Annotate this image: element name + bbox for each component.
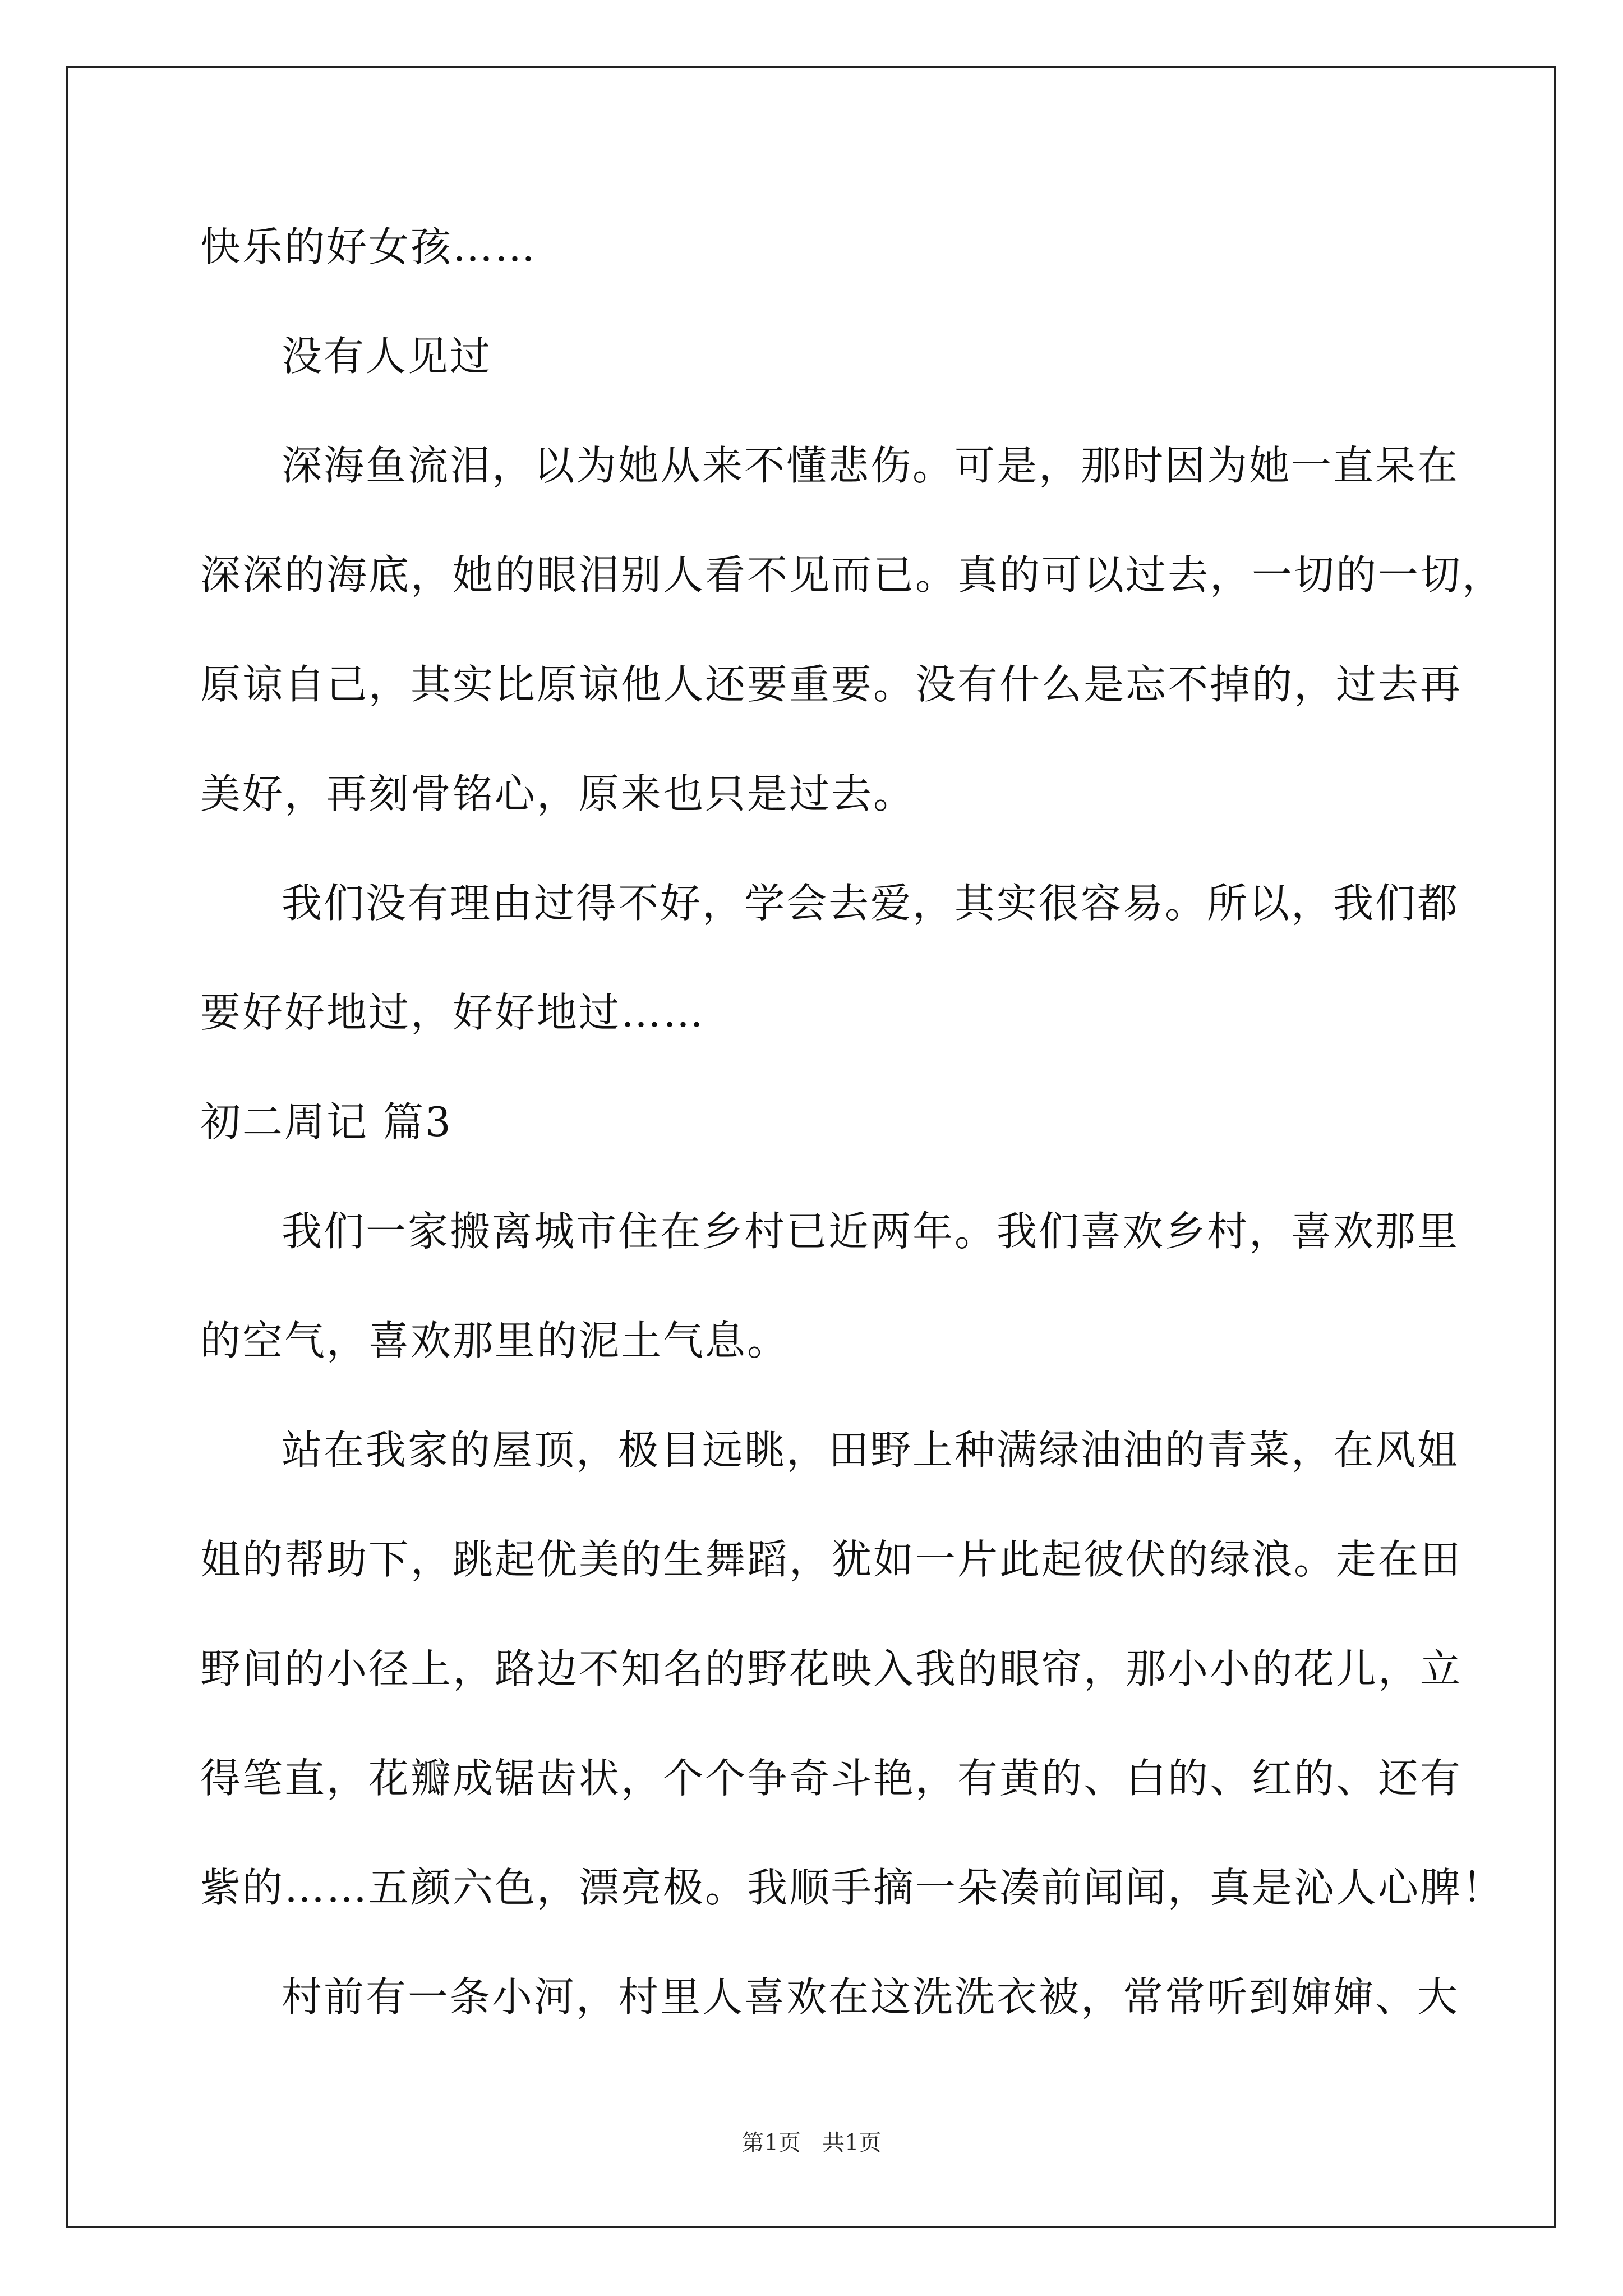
page-footer: 第1页 共1页 — [741, 2130, 882, 2156]
text-line-13: 姐的帮助下，跳起优美的生舞蹈，犹如一片此起彼伏的绿浪。走在田 — [200, 1536, 1463, 1583]
text-line-14: 野间的小径上，路边不知名的野花映入我的眼帘，那小小的花儿，立 — [200, 1645, 1463, 1692]
text-line-2: 没有人见过 — [282, 333, 492, 380]
text-line-11: 的空气，喜欢那里的泥土气息。 — [200, 1317, 790, 1364]
text-line-6: 美好，再刻骨铭心，原来也只是过去。 — [200, 770, 916, 817]
text-line-5: 原谅自己，其实比原谅他人还要重要。没有什么是忘不掉的，过去再 — [200, 661, 1463, 708]
text-line-7: 我们没有理由过得不好，学会去爱，其实很容易。所以，我们都 — [282, 880, 1460, 927]
text-line-3: 深海鱼流泪，以为她从来不懂悲伤。可是，那时因为她一直呆在 — [282, 442, 1460, 489]
text-line-12: 站在我家的屋顶，极目远眺，田野上种满绿油油的青菜，在风姐 — [282, 1427, 1460, 1474]
text-line-17: 村前有一条小河，村里人喜欢在这洗洗衣被，常常听到婶婶、大 — [282, 1973, 1460, 2021]
text-line-16: 紫的……五颜六色，漂亮极。我顺手摘一朵凑前闻闻，真是沁人心脾！ — [200, 1864, 1505, 1911]
text-line-8: 要好好地过，好好地过…… — [200, 989, 706, 1036]
text-line-15: 得笔直，花瓣成锯齿状，个个争奇斗艳，有黄的、白的、红的、还有 — [200, 1755, 1463, 1802]
text-line-4: 深深的海底，她的眼泪别人看不见而已。真的可以过去，一切的一切， — [200, 551, 1505, 599]
text-line-10: 我们一家搬离城市住在乡村已近两年。我们喜欢乡村，喜欢那里 — [282, 1208, 1460, 1255]
section-heading: 初二周记 篇3 — [200, 1098, 453, 1145]
text-line-1: 快乐的好女孩…… — [200, 223, 537, 270]
